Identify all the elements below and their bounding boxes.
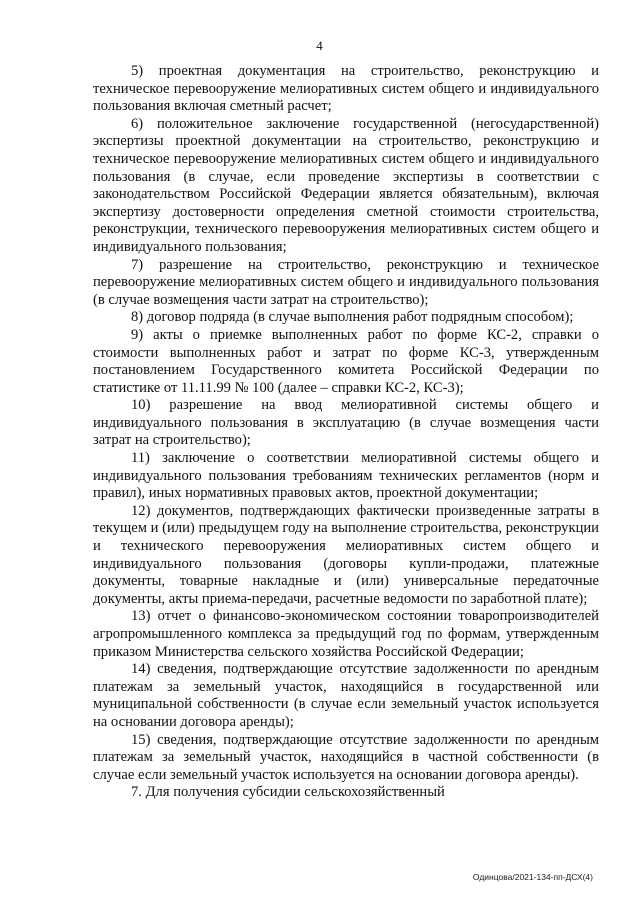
footer-document-code: Одинцова/2021-134-пп-ДСХ(4) [472, 872, 593, 882]
list-item-8: 8) договор подряда (в случае выполнения работ подрядным способом); [131, 309, 574, 326]
list-item-13: 13) отчет о финансово-экономическом состоянии товаропроизводителей агропромышленного комплекса за предыдущий год по формам, утвержденным приказом Министерства сельского хозяйства Российской Федерации; [93, 608, 599, 660]
list-item-7: 7) разрешение на строительство, реконструкцию и техническое перевооружение мелиоративных систем общего и индивидуального пользования (в случае возмещения части затрат на строительство); [93, 256, 599, 308]
list-item-15: 15) сведения, подтверждающие отсутствие задолженности по арендным платежам за земельный участок, находящийся в частной собственности (в случае если земельный участок используется на основании договора аренды). [93, 731, 599, 783]
document-body [93, 63, 599, 802]
page-number: 4 [316, 38, 323, 53]
list-item-11: 11) заключение о соответствии мелиоративной системы общего и индивидуального пользования требованиям технических регламентов (норм и правил), иных нормативных правовых актов, проектной документации; [93, 450, 599, 502]
list-item-9: 9) акты о приемке выполненных работ по форме КС-2, справки о стоимости выполненных работ и затрат по форме КС-3, утвержденным постановлением Государственного комитета Российской Федерации по статистике от 11.11.99 № 100 (далее – справки КС-2, КС-3); [93, 326, 599, 396]
list-item-12: 12) документов, подтверждающих фактически произведенные затраты в текущем и (или) предыдущем году на выполнение строительства, реконструкции и технического перевооружения мелиоративных систем общего и индивидуального пользования (договоры купли-продажи, платежные документы, товарные накладные и (или) универсальные передаточные документы, акты приема-передачи, расчетные ведомости по заработной плате); [93, 502, 599, 607]
list-item-14: 14) сведения, подтверждающие отсутствие задолженности по арендным платежам за земельный участок, находящийся в государственной или муниципальной собственности (в случае если земельный участок используется на основании договора аренды); [93, 661, 599, 730]
list-item-6: 6) положительное заключение государственной (негосударственной) экспертизы проектной документации на строительство, реконструкцию и техническое перевооружение мелиоративных систем общего и индивидуального пользования (в случае, если проведение экспертизы в соответствии с законодательством Российской Федерации является обязательным), включая экспертизу достоверности определения сметной стоимости строительства, реконструкции, технического перевооружения мелиоративных систем общего и индивидуального пользования; [93, 115, 599, 255]
list-item-10: 10) разрешение на ввод мелиоративной системы общего и индивидуального пользования в эксплуатацию (в случае возмещения части затрат на строительство); [93, 397, 599, 449]
section-7-start: 7. Для получения субсидии сельскохозяйственный [131, 784, 445, 801]
list-item-5: 5) проектная документация на строительство, реконструкцию и техническое перевооружение мелиоративных систем общего и индивидуального пользования включая сметный расчет; [93, 63, 599, 115]
